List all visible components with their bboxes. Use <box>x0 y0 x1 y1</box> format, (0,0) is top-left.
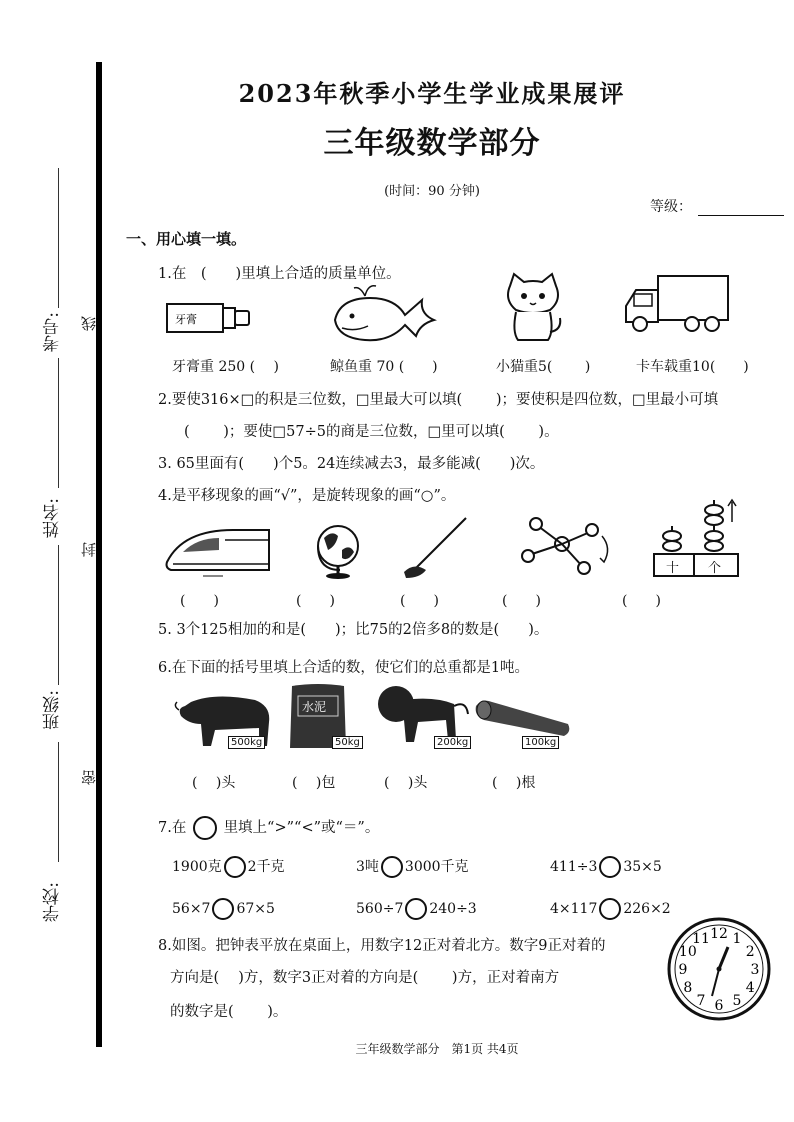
q7-compare-circle-4[interactable] <box>212 898 234 920</box>
q2-line1: 2.要使316×□的积是三位数，□里最大可以填( )；要使积是四位数，□里最小可填 <box>158 392 719 408</box>
seal-feng: 封 <box>80 542 98 557</box>
q7-item-2: 3吨 3000千克 <box>356 856 469 878</box>
name-label: 姓名: <box>43 498 63 538</box>
clock-number-5: 5 <box>732 993 742 1010</box>
exam-title: 2023年秋季小学生学业成果展评 <box>238 79 626 108</box>
clock-number-6: 6 <box>714 998 724 1014</box>
q7-compare-circle-6[interactable] <box>599 898 621 920</box>
train-image <box>163 522 273 578</box>
q7-post: 里填上“>”“<”或“＝”。 <box>223 820 380 836</box>
q8-line2: 方向是( )方，数字3正对着的方向是( )方，正对着南方 <box>170 970 560 986</box>
q1-text: 1.在 ( )里填上合适的质量单位。 <box>158 266 401 282</box>
clock-number-1: 1 <box>732 930 742 947</box>
school-label: 学校: <box>43 882 63 922</box>
whale-image <box>330 280 440 346</box>
q6-steel-blank[interactable]: ( )根 <box>492 775 536 791</box>
cement-weight-tag: 50kg <box>332 736 363 749</box>
steel-weight-tag: 100kg <box>522 736 559 749</box>
q6-lion-blank[interactable]: ( )头 <box>384 775 428 791</box>
q1-cat-blank[interactable]: 小猫重5( ) <box>496 359 591 375</box>
clock-number-8: 8 <box>683 980 693 996</box>
q8-line3: 的数字是( )。 <box>170 1004 288 1020</box>
q2-line2: ( )；要使□57÷5的商是三位数，□里可以填( )。 <box>184 424 559 440</box>
clock-number-2: 2 <box>745 944 755 960</box>
q8-line1: 8.如图。把钟表平放在桌面上，用数字12正对着北方。数字9正对着的 <box>158 938 606 954</box>
toothpaste-image <box>165 300 255 336</box>
school-line-top <box>58 742 59 862</box>
cement-bag-text: 水泥 <box>302 700 327 714</box>
grade-blank[interactable] <box>698 215 784 216</box>
q4-globe-blank[interactable]: ( ) <box>296 593 335 609</box>
q7-item-6: 4×117 226×2 <box>550 898 671 920</box>
seal-xian: 线 <box>80 316 98 331</box>
page-footer: 三年级数学部分 第1页 共4页 <box>355 1042 519 1056</box>
q7-item-5: 560÷7 240÷3 <box>356 898 477 920</box>
q7-instruction <box>158 816 379 840</box>
globe-image <box>310 520 366 582</box>
q7-compare-circle-5[interactable] <box>405 898 427 920</box>
q7-item-3: 411÷3 35×5 <box>550 856 662 878</box>
q7-compare-circle-2[interactable] <box>381 856 403 878</box>
clock-number-10: 10 <box>678 944 697 960</box>
q1-toothpaste-blank[interactable]: 牙膏重 250 ( ) <box>172 359 279 375</box>
grade-field <box>650 196 784 216</box>
steel-bar-image <box>472 694 572 738</box>
clock-number-12: 12 <box>710 926 728 942</box>
q4-text: 4.是平移现象的画“√”，是旋转现象的画“○”。 <box>158 488 456 504</box>
q4-fan-blank[interactable]: ( ) <box>502 593 541 609</box>
clock-number-11: 11 <box>692 930 710 947</box>
q7-item-1: 1900克 2千克 <box>172 856 285 878</box>
q7-compare-circle-3[interactable] <box>599 856 621 878</box>
q6-text: 6.在下面的括号里填上合适的数，使它们的总重都是1吨。 <box>158 660 530 676</box>
fan-image <box>516 514 616 576</box>
exam-number-label: 考号: <box>43 312 63 352</box>
q6-cement-blank[interactable]: ( )包 <box>292 775 336 791</box>
section-title: 一、用心填一填。 <box>126 230 247 248</box>
svg-text:牙膏: 牙膏 <box>175 313 197 326</box>
clock-number-9: 9 <box>678 962 688 978</box>
q1-truck-blank[interactable]: 卡车载重10( ) <box>636 359 749 375</box>
grade-label: 等级： <box>650 199 692 215</box>
truck-image <box>622 272 732 334</box>
abacus-ones-label: 个 <box>708 561 722 576</box>
seal-mi: 密 <box>80 770 98 785</box>
q4-train-blank[interactable]: ( ) <box>180 593 219 609</box>
q7-item-4: 56×7 67×5 <box>172 898 275 920</box>
class-line-top <box>58 545 59 685</box>
q7-compare-circle-1[interactable] <box>224 856 246 878</box>
q1-whale-blank[interactable]: 鲸鱼重 70 ( ) <box>330 359 438 375</box>
cat-image <box>500 272 566 344</box>
q6-cow-blank[interactable]: ( )头 <box>192 775 236 791</box>
mop-image <box>400 516 470 580</box>
q4-mop-blank[interactable]: ( ) <box>400 593 439 609</box>
name-line-top <box>58 358 59 488</box>
clock-number-7: 7 <box>696 993 706 1010</box>
clock-number-3: 3 <box>750 962 760 978</box>
q4-abacus-blank[interactable]: ( ) <box>622 593 661 609</box>
abacus-tens-label: 十 <box>666 561 680 576</box>
q3-text: 3. 65里面有( )个5。24连续减去3，最多能减( )次。 <box>158 456 545 472</box>
exam-subtitle: 三年级数学部分 <box>323 126 541 161</box>
class-label: 班级: <box>43 690 63 730</box>
clock-image <box>666 916 772 1022</box>
exam-time: (时间：90 分钟) <box>384 184 480 199</box>
cow-weight-tag: 500kg <box>228 736 265 749</box>
q5-text: 5. 3个125相加的和是( )；比75的2倍多8的数是( )。 <box>158 622 549 638</box>
q7-circle-example <box>193 816 217 840</box>
q7-pre: 7.在 <box>158 820 187 836</box>
clock-number-4: 4 <box>745 980 755 996</box>
lion-weight-tag: 200kg <box>434 736 471 749</box>
